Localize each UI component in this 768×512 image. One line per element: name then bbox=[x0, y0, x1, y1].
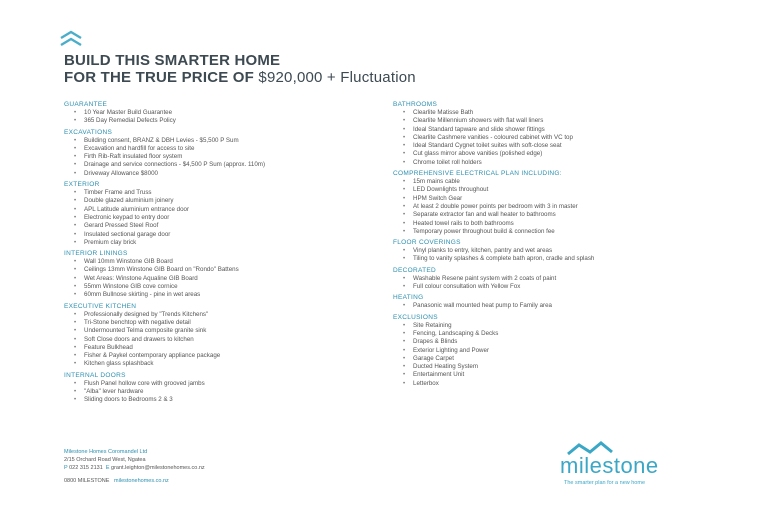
price-heading bbox=[64, 69, 416, 86]
email-address[interactable]: grant.leighton@milestonehomes.co.nz bbox=[111, 465, 205, 471]
brand-name: milestone bbox=[560, 453, 659, 478]
list-item: • Full colour consultation with Yellow Fox bbox=[393, 283, 713, 291]
list-item: • Soft Close doors and drawers to kitchen bbox=[64, 336, 394, 344]
list-item: • 365 Day Remedial Defects Policy bbox=[64, 117, 394, 125]
price-value: $920,000 + Fluctuation bbox=[258, 69, 416, 86]
list-item: • Firth Rib-Raft insulated floor system bbox=[64, 153, 394, 161]
list-item: • Clearlite Matisse Bath bbox=[393, 109, 713, 117]
section-list bbox=[64, 258, 394, 299]
phone-email-line bbox=[64, 464, 205, 472]
section-title: FLOOR COVERINGS bbox=[393, 239, 461, 247]
list-item: • Fisher & Paykel contemporary appliance package bbox=[64, 352, 394, 360]
list-item: • Building consent, BRANZ & DBH Levies - $5,500 P Sum bbox=[64, 137, 394, 145]
list-item: • Vinyl planks to entry, kitchen, pantry and wet areas bbox=[393, 247, 713, 255]
list-item: • Clearlite Cashmere vanities - coloured cabinet with VC top bbox=[393, 134, 713, 142]
list-item: • Premium clay brick bbox=[64, 239, 394, 247]
left-column bbox=[64, 100, 394, 407]
section-list bbox=[393, 178, 713, 236]
list-item: • Electronic keypad to entry door bbox=[64, 214, 394, 222]
list-item: • Separate extractor fan and wall heater to bathrooms bbox=[393, 211, 713, 219]
list-item: • Heated towel rails to both bathrooms bbox=[393, 220, 713, 228]
section-list bbox=[393, 247, 713, 264]
list-item: • Kitchen glass splashback bbox=[64, 360, 394, 368]
section-title: DECORATED bbox=[393, 266, 437, 274]
list-item: • Ideal Standard tapware and slide shower fittings bbox=[393, 126, 713, 134]
list-item: • Ducted Heating System bbox=[393, 363, 713, 371]
section-title: COMPREHENSIVE ELECTRICAL PLAN INCLUDING: bbox=[393, 170, 562, 178]
section-title: EXECUTIVE KITCHEN bbox=[64, 302, 137, 310]
chevron-logo-icon bbox=[60, 30, 82, 48]
list-item: • Undermounted Telma composite granite sink bbox=[64, 327, 394, 335]
list-item: • Drapes & Blinds bbox=[393, 338, 713, 346]
list-item: • Fencing, Landscaping & Decks bbox=[393, 330, 713, 338]
section-list bbox=[64, 189, 394, 247]
list-item: • Panasonic wall mounted heat pump to Family area bbox=[393, 302, 713, 310]
list-item: • Washable Resene paint system with 2 coats of paint bbox=[393, 275, 713, 283]
contact-details bbox=[64, 448, 205, 485]
list-item: • Cut glass mirror above vanities (polished edge) bbox=[393, 150, 713, 158]
list-item: • Chrome toilet roll holders bbox=[393, 159, 713, 167]
section-list bbox=[64, 311, 394, 369]
list-item: • Drainage and service connections - $4,500 P Sum (approx. 110m) bbox=[64, 161, 394, 169]
section-list bbox=[393, 275, 713, 292]
section-title: EXCAVATIONS bbox=[64, 128, 113, 136]
list-item: • APL Latitude aluminium entrance door bbox=[64, 206, 394, 214]
list-item: • Entertainment Unit bbox=[393, 371, 713, 379]
list-item: • Wet Areas: Winstone Aqualine GIB Board bbox=[64, 275, 394, 283]
freephone: 0800 MILESTONE bbox=[64, 478, 110, 484]
list-item: • 15m mains cable bbox=[393, 178, 713, 186]
list-item: • LED Downlights throughout bbox=[393, 186, 713, 194]
list-item: • Temporary power throughout build & connection fee bbox=[393, 228, 713, 236]
section-title: EXTERIOR bbox=[64, 181, 100, 189]
section-list bbox=[393, 109, 713, 167]
list-item: • Site Retaining bbox=[393, 322, 713, 330]
price-prefix: FOR THE TRUE PRICE OF bbox=[64, 69, 259, 86]
list-item: • Tiling to vanity splashes & complete bath apron, cradle and splash bbox=[393, 255, 663, 263]
brand-tagline: The smarter plan for a new home bbox=[564, 480, 646, 486]
list-item: • Clearlite Millennium showers with flat wall liners bbox=[393, 117, 713, 125]
section-list bbox=[64, 137, 394, 178]
brand-logo bbox=[560, 440, 700, 490]
list-item: • Driveway Allowance $8000 bbox=[64, 170, 394, 178]
list-item: • Double glazed aluminium joinery bbox=[64, 197, 394, 205]
list-item: • Flush Panel hollow core with grooved jambs bbox=[64, 380, 394, 388]
section-title: INTERNAL DOORS bbox=[64, 371, 126, 379]
list-item: • Feature Bulkhead bbox=[64, 344, 394, 352]
list-item: • 60mm Bullnose skirting - pine in wet areas bbox=[64, 291, 394, 299]
section-title: HEATING bbox=[393, 294, 424, 302]
list-item: • Garage Carpet bbox=[393, 355, 713, 363]
list-item: • Professionally designed by "Trends Kitchens" bbox=[64, 311, 394, 319]
list-item: • Letterbox bbox=[393, 380, 713, 388]
section-title: EXCLUSIONS bbox=[393, 313, 438, 321]
list-item: • 10 Year Master Build Guarantee bbox=[64, 109, 394, 117]
section-list bbox=[393, 302, 713, 310]
list-item: • Excavation and hardfill for access to site bbox=[64, 145, 394, 153]
page-title: BUILD THIS SMARTER HOME bbox=[64, 52, 281, 69]
list-item: • 55mm Winstone GIB cove cornice bbox=[64, 283, 394, 291]
list-item: • Exterior Lighting and Power bbox=[393, 347, 713, 355]
website-link[interactable]: milestonehomes.co.nz bbox=[114, 478, 169, 484]
list-item: • Insulated sectional garage door bbox=[64, 231, 394, 239]
section-list bbox=[393, 322, 713, 388]
company-name: Milestone Homes Coromandel Ltd bbox=[64, 449, 148, 455]
list-item: • Wall 10mm Winstone GIB Board bbox=[64, 258, 394, 266]
list-item: • At least 2 double power points per bedroom with 3 in master bbox=[393, 203, 713, 211]
section-title: BATHROOMS bbox=[393, 101, 438, 108]
section-title: INTERIOR LININGS bbox=[64, 250, 128, 258]
company-address: 2/15 Orchard Road West, Ngatea bbox=[64, 457, 146, 463]
right-column bbox=[393, 100, 713, 390]
section-list bbox=[64, 109, 394, 126]
phone-number: 022 315 2131 bbox=[69, 465, 103, 471]
list-item: • HPM Switch Gear bbox=[393, 195, 713, 203]
list-item: • Timber Frame and Truss bbox=[64, 189, 394, 197]
phone-label: P bbox=[64, 465, 68, 471]
list-item: • Gerard Pressed Steel Roof bbox=[64, 222, 394, 230]
list-item: • "Alba" lever hardware bbox=[64, 388, 394, 396]
list-item: • Sliding doors to Bedrooms 2 & 3 bbox=[64, 396, 394, 404]
freephone-web-line bbox=[64, 477, 205, 485]
section-title: GUARANTEE bbox=[64, 101, 108, 108]
email-label: E bbox=[105, 465, 110, 471]
section-list bbox=[64, 380, 394, 405]
list-item: • Ceilings 13mm Winstone GIB Board on "Rondo" Battens bbox=[64, 266, 394, 274]
list-item: • Ideal Standard Cygnet toilet suites with soft-close seat bbox=[393, 142, 713, 150]
list-item: • Tri-Stone benchtop with negative detail bbox=[64, 319, 394, 327]
